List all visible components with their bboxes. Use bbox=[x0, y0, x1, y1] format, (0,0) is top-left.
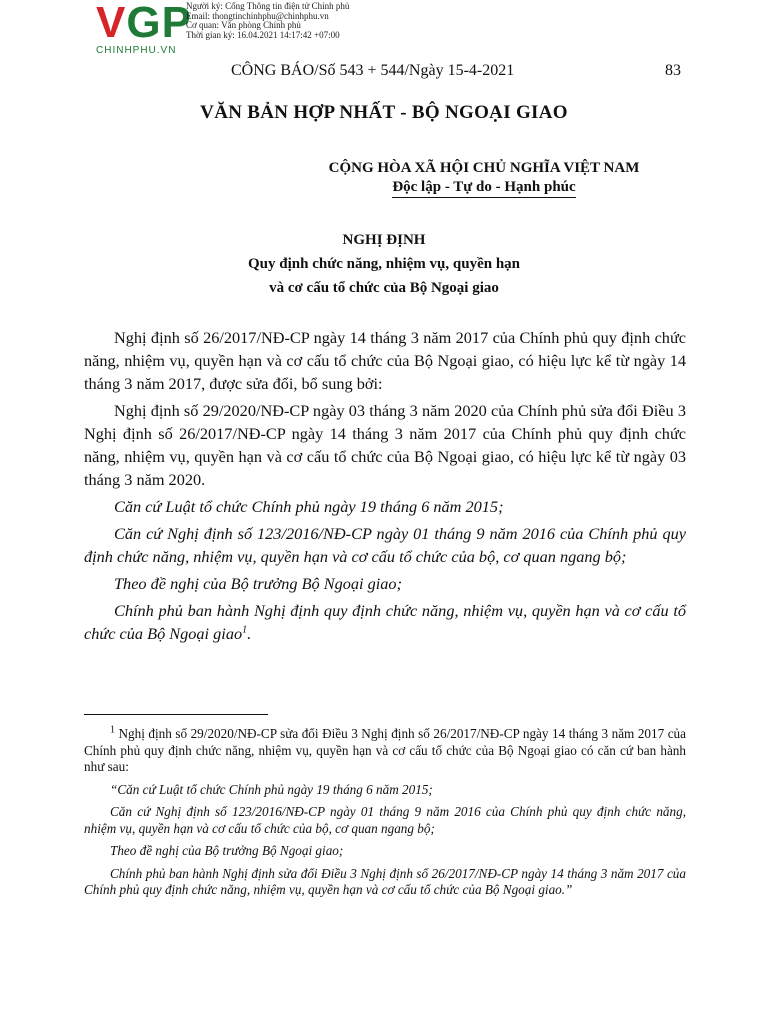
body-paragraph: Theo đề nghị của Bộ trưởng Bộ Ngoại giao; bbox=[114, 574, 402, 593]
footnote-paragraph: Chính phủ ban hành Nghị định sửa đổi Điều 3 Nghị định số 26/2017/NĐ-CP ngày 14 tháng 3 năm 2017 của Chính phủ quy định chức năng, nhiệm vụ, quyền hạn và cơ cấu tổ chức của Bộ Ngoại giao.” bbox=[84, 865, 686, 897]
logo-letter-p: P bbox=[161, 0, 192, 47]
body-paragraph: Nghị định số 29/2020/NĐ-CP ngày 03 tháng 3 năm 2020 của Chính phủ sửa đổi Điều 3 Nghị định số 26/2017/NĐ-CP ngày 14 tháng 3 năm 2017 của Chính phủ quy định chức năng, nhiệm vụ, quyền hạn và cơ cấu tổ chức của Bộ Ngoại giao, có hiệu lực kể từ ngày 03 tháng 3 năm 2020. bbox=[84, 401, 686, 489]
decree-type: NGHỊ ĐỊNH bbox=[342, 232, 426, 248]
page-number: 83 bbox=[665, 62, 681, 79]
signature-email: Email: thongtinchinhphu@chinhphu.vn bbox=[186, 10, 329, 21]
body-paragraph-text: Chính phủ ban hành Nghị định quy định chức năng, nhiệm vụ, quyền hạn và cơ cấu tổ chức của Bộ Ngoại giao bbox=[84, 601, 686, 643]
footnote-divider bbox=[84, 714, 268, 715]
body-paragraph-last bbox=[84, 599, 686, 645]
body-paragraph: Nghị định số 26/2017/NĐ-CP ngày 14 tháng 3 năm 2017 của Chính phủ quy định chức năng, nhiệm vụ, quyền hạn và cơ cấu tổ chức của Bộ Ngoại giao, có hiệu lực kể từ ngày 14 tháng 3 năm 2017, được sửa đổi, bổ sung bởi: bbox=[84, 328, 686, 393]
nation-name: CỘNG HÒA XÃ HỘI CHỦ NGHĨA VIỆT NAM bbox=[328, 160, 640, 176]
footnote-marker: 1 bbox=[110, 724, 115, 736]
document-title: VĂN BẢN HỢP NHẤT - BỘ NGOẠI GIAO bbox=[200, 102, 568, 123]
footnote-reference[interactable]: 1 bbox=[242, 624, 248, 636]
signature-agency: Cơ quan: Văn phòng Chính phủ bbox=[186, 20, 301, 30]
logo-subtitle: CHINHPHU.VN bbox=[96, 45, 177, 56]
body-paragraph-end: . bbox=[247, 624, 252, 643]
footnote-paragraph: Theo đề nghị của Bộ trưởng Bộ Ngoại giao; bbox=[110, 843, 344, 858]
footnote-text: Nghị định số 29/2020/NĐ-CP sửa đổi Điều 3 Nghị định số 26/2017/NĐ-CP ngày 14 tháng 3 năm 2017 của Chính phủ quy định chức năng, nhiệm vụ, quyền hạn và cơ cấu tổ chức của Bộ Ngoại giao có căn cứ ban hành như sau: bbox=[84, 726, 687, 774]
decree-subtitle-line2: và cơ cấu tổ chức của Bộ Ngoại giao bbox=[269, 280, 499, 296]
signature-signer: Người ký: Cổng Thông tin điện tử Chính phủ bbox=[186, 1, 350, 11]
logo-letter-g: G bbox=[126, 0, 162, 47]
footnote bbox=[84, 726, 686, 905]
footnote-paragraph bbox=[84, 726, 686, 776]
body-paragraph: Căn cứ Luật tổ chức Chính phủ ngày 19 tháng 6 năm 2015; bbox=[114, 497, 504, 516]
nation-motto: Độc lập - Tự do - Hạnh phúc bbox=[392, 179, 575, 198]
gazette-header: CÔNG BÁO/Số 543 + 544/Ngày 15-4-2021 bbox=[231, 62, 515, 79]
nation-motto-wrap bbox=[308, 179, 660, 198]
signature-time: Thời gian ký: 16.04.2021 14:17:42 +07:00 bbox=[186, 29, 340, 40]
body-paragraph: Căn cứ Nghị định số 123/2016/NĐ-CP ngày 01 tháng 9 năm 2016 của Chính phủ quy định chức năng, nhiệm vụ, quyền hạn và cơ cấu tổ chức của bộ, cơ quan ngang bộ; bbox=[84, 524, 686, 566]
decree-subtitle-line1: Quy định chức năng, nhiệm vụ, quyền hạn bbox=[247, 256, 520, 272]
vgp-logo bbox=[96, 2, 192, 56]
document-body bbox=[84, 326, 686, 649]
logo-letter-v: V bbox=[96, 0, 127, 47]
footnote-paragraph: “Căn cứ Luật tổ chức Chính phủ ngày 19 tháng 6 năm 2015; bbox=[110, 781, 433, 797]
footnote-paragraph: Căn cứ Nghị định số 123/2016/NĐ-CP ngày 01 tháng 9 năm 2016 của Chính phủ quy định chức năng, nhiệm vụ, quyền hạn và cơ cấu tổ chức của bộ, cơ quan ngang bộ; bbox=[84, 804, 686, 836]
digital-signature-block bbox=[186, 2, 349, 40]
